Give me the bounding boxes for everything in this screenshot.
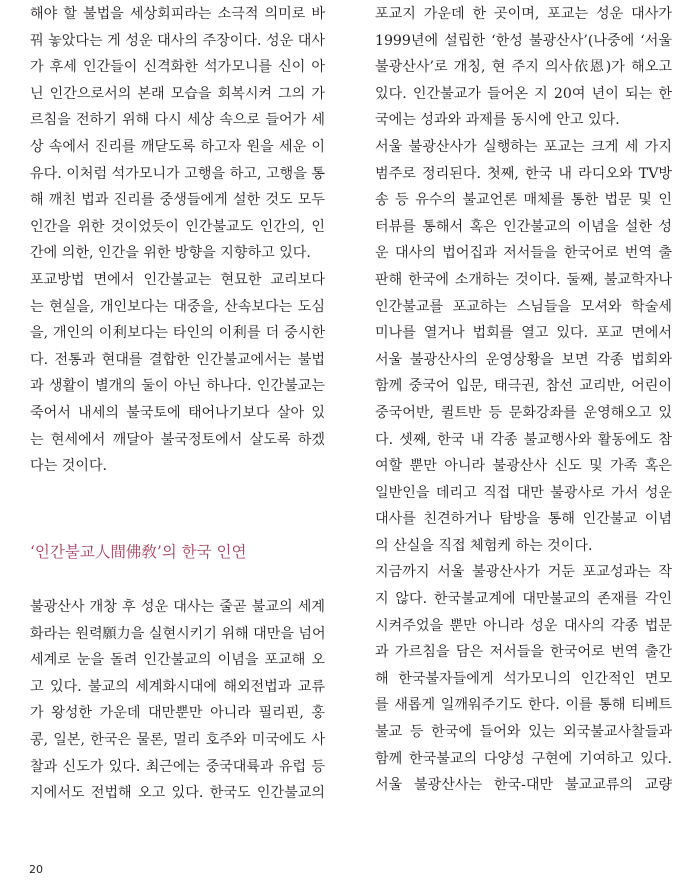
text-line: 고 있다. 불교의 세계화시대에 해외전법과 교류 <box>30 678 325 695</box>
text-line: 세계로 눈을 돌려 인간불교의 이념을 포교해 오 <box>30 652 325 669</box>
text-line: 함께 중국어 입문, 태극권, 참선 교리반, 어린이 <box>375 378 672 395</box>
text-line: 불광산사 개창 후 성운 대사는 줄곧 불교의 세계 <box>30 599 325 615</box>
text-line: 가 왕성한 가운데 대만뿐만 아니라 필리핀, 홍 <box>30 705 325 722</box>
text-line: 꿔 놓았다는 게 성운 대사의 주장이다. 성운 대사 <box>30 32 325 49</box>
text-line: 과 생활이 별개의 둘이 아닌 하나다. 인간불교는 <box>30 378 325 395</box>
text-line: 일반인을 데리고 직접 대만 불광사로 가서 성운 <box>375 484 672 501</box>
section-heading: ‘인간불교人間佛敎’의 한국 인연 <box>30 543 247 561</box>
text-line: 을, 개인의 이利보다는 타인의 이利를 더 중시한 <box>30 325 325 342</box>
text-line: 미나를 열거나 법회를 열고 있다. 포교 면에서 <box>375 325 672 342</box>
text-line: 대사를 친견하거나 탐방을 통해 인간불교 이념 <box>375 511 672 528</box>
text-line: 인간불교를 포교하는 스님들을 모셔와 학술세 <box>375 298 672 315</box>
text-line: 포교방법 면에서 인간불교는 현묘한 교리보다 <box>30 271 325 288</box>
text-line: 송 등 유수의 불교언론 매체를 통한 법문 및 인 <box>375 192 672 209</box>
text-line: 운 대사의 법어집과 저서들을 한국어로 번역 출 <box>375 245 672 262</box>
text-line: 유다. 이처럼 석가모니가 고행을 하고, 고행을 통 <box>30 165 325 182</box>
text-line: 있다. 인간불교가 들어온 지 20여 년이 되는 한 <box>375 85 672 102</box>
text-line: 지금까지 서울 불광산사가 거둔 포교성과는 작 <box>375 564 672 581</box>
text-line: 다. 셋째, 한국 내 각종 불교행사와 활동에도 참 <box>375 431 672 448</box>
text-line: 인간을 위한 것이었듯이 인간불교도 인간의, 인 <box>30 218 325 235</box>
text-line: 해 한국불자들에게 석가모니의 인간적인 면모 <box>375 670 672 687</box>
text-line: 간에 의한, 인간을 위한 방향을 지향하고 있다. <box>30 245 311 262</box>
text-line: 함께 한국불교의 다양성 구현에 기여하고 있다. <box>375 750 672 767</box>
text-line: 서울 불광산사는 한국-대만 불교교류의 교량 <box>375 777 672 794</box>
text-line: 판해 한국에 소개하는 것이다. 둘째, 불교학자나 <box>375 271 672 288</box>
text-line: 서울 불광산사의 운영상황을 보면 각종 법회와 <box>375 351 672 368</box>
text-line: 상 속에서 진리를 깨닫도록 하고자 원을 세운 이 <box>30 138 325 155</box>
text-line: 다. 전통과 현대를 결합한 인간불교에서는 불법 <box>30 351 325 368</box>
text-line: 르침을 전하기 위해 다시 세상 속으로 들어가 세 <box>30 112 325 129</box>
text-line: 다는 것이다. <box>30 458 108 475</box>
right-column <box>375 1 672 799</box>
left-column-bottom <box>30 594 325 807</box>
text-line: 불교 등 한국에 들어와 있는 외국불교사찰들과 <box>375 724 672 741</box>
text-line: 는 현세에서 깨달아 불국정토에서 살도록 하겠 <box>30 431 325 448</box>
text-line: 서울 불광산사가 실행하는 포교는 크게 세 가지 <box>375 138 672 155</box>
text-line: 포교지 가운데 한 곳이며, 포교는 성운 대사가 <box>375 6 672 22</box>
left-column-top <box>30 1 325 480</box>
text-line: 지에서도 전법해 오고 있다. 한국도 인간불교의 <box>30 785 325 802</box>
text-line: 범주로 정리된다. 첫째, 한국 내 라디오와 TV방 <box>375 165 672 182</box>
text-line: 화라는 원력願力을 실현시키기 위해 대만을 넘어 <box>30 625 326 642</box>
text-line: 국에는 성과와 과제를 동시에 안고 있다. <box>375 112 620 129</box>
text-line: 의 산실을 직접 체험케 하는 것이다. <box>375 537 593 554</box>
text-line: 과 가르침을 담은 저서들을 한국어로 번역 출간 <box>375 644 672 661</box>
text-line: 터뷰를 통해서 혹은 인간불교의 이념을 설한 성 <box>375 218 672 235</box>
text-line: 가 후세 인간들이 신격화한 석가모니를 신이 아 <box>30 59 325 76</box>
text-line: 찰과 신도가 있다. 최근에는 중국대륙과 유럽 등 <box>30 758 325 775</box>
text-line: 시켜주었을 뿐만 아니라 성운 대사의 각종 법문 <box>375 617 672 634</box>
text-line: 죽어서 내세의 불국토에 태어나기보다 살아 있 <box>30 404 325 421</box>
text-line: 콩, 일본, 한국은 물론, 멀리 호주와 미국에도 사 <box>30 731 325 748</box>
page-number: 20 <box>29 863 43 876</box>
text-line: 해야 할 불법을 세상회피라는 소극적 의미로 바 <box>30 6 325 22</box>
text-line: 중국어반, 퀼트반 등 문화강좌를 운영해오고 있 <box>375 404 672 421</box>
text-line: 해 깨친 법과 진리를 중생들에게 설한 것도 모두 <box>30 192 325 209</box>
text-line: 는 현실을, 개인보다는 대중을, 산속보다는 도심 <box>30 298 325 315</box>
text-line: 지 않다. 한국불교계에 대만불교의 존재를 각인 <box>375 591 672 608</box>
text-line: 여할 뿐만 아니라 불광산사 신도 및 가족 혹은 <box>375 458 672 475</box>
text-line: 닌 인간으로서의 본래 모습을 회복시켜 그의 가 <box>30 85 325 102</box>
text-line: 를 새롭게 일깨워주기도 한다. 이를 통해 티베트 <box>375 697 672 714</box>
text-line: 1999년에 설립한 ‘한성 불광산사’(나중에 ‘서울 <box>375 32 672 49</box>
text-line: 불광산사’로 개칭, 현 주지 의사依恩)가 해오고 <box>375 59 672 76</box>
